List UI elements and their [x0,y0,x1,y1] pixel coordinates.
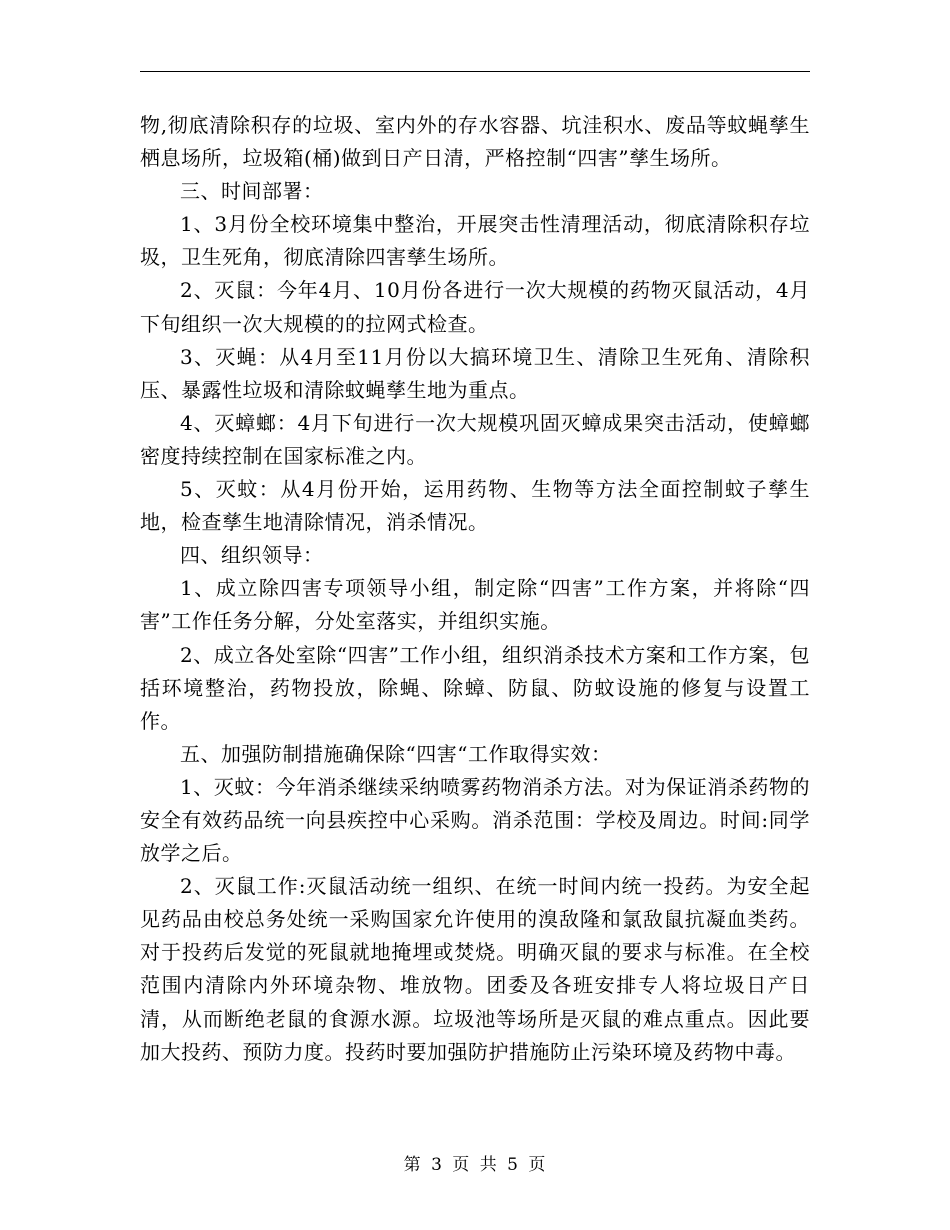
paragraph: 2、成立各处室除“四害”工作小组，组织消杀技术方案和工作方案，包括环境整治，药物投放，除蝇、除蟑、防鼠、防蚊设施的修复与设置工作。 [140,642,810,733]
page-number-footer: 第 3 页 共 5 页 [403,1155,547,1175]
paragraph: 3、灭蝇：从4月至11月份以大搞环境卫生、清除卫生死角、清除积压、暴露性垃圾和清除蚊蝇孳生地为重点。 [140,344,810,402]
paragraph: 1、3月份全校环境集中整治，开展突击性清理活动，彻底清除积存垃圾，卫生死角，彻底清除四害孳生场所。 [140,212,810,270]
paragraph: 1、灭蚊：今年消杀继续采纳喷雾药物消杀方法。对为保证消杀药物的安全有效药品统一向县疾控中心采购。消杀范围：学校及周边。时间:同学放学之后。 [140,774,810,866]
section-heading-schedule: 三、时间部署： [180,179,324,204]
paragraph: 2、灭鼠工作:灭鼠活动统一组织、在统一时间内统一投药。为安全起见药品由校总务处统一采购国家允许使用的溴敌隆和氯敌鼠抗凝血类药。对于投药后发觉的死鼠就地掩埋或焚烧。明确灭鼠的要求与标准。在全校范围内清除内外环境杂物、堆放物。团委及各班安排专人将垃圾日产日清，从而断绝老鼠的食源水源。垃圾池等场所是灭鼠的难点重点。因此要加大投药、预防力度。投药时要加强防护措施防止污染环境及药物中毒。 [140,874,810,1064]
paragraph: 5、灭蚊：从4月份开始，运用药物、生物等方法全面控制蚊子孳生地，检查孳生地清除情况，消杀情况。 [140,477,810,535]
paragraph: 物,彻底清除积存的垃圾、室内外的存水容器、坑洼积水、废品等蚊蝇孳生栖息场所，垃圾箱(桶)做到日产日清，严格控制“四害”孳生场所。 [140,113,810,171]
header-rule [140,71,810,72]
paragraph: 2、灭鼠：今年4月、10月份各进行一次大规模的药物灭鼠活动，4月下旬组织一次大规模的的拉网式检查。 [140,278,810,336]
document-body [140,109,810,1069]
paragraph: 4、灭蟑螂：4月下旬进行一次大规模巩固灭蟑成果突击活动，使蟑螂密度持续控制在国家标准之内。 [140,410,810,468]
paragraph: 1、成立除四害专项领导小组，制定除“四害”工作方案，并将除“四害”工作任务分解，分处室落实，并组织实施。 [140,576,810,634]
section-heading-measures: 五、加强防制措施确保除“四害“工作取得实效： [180,741,612,766]
section-heading-organization: 四、组织领导： [180,543,324,568]
